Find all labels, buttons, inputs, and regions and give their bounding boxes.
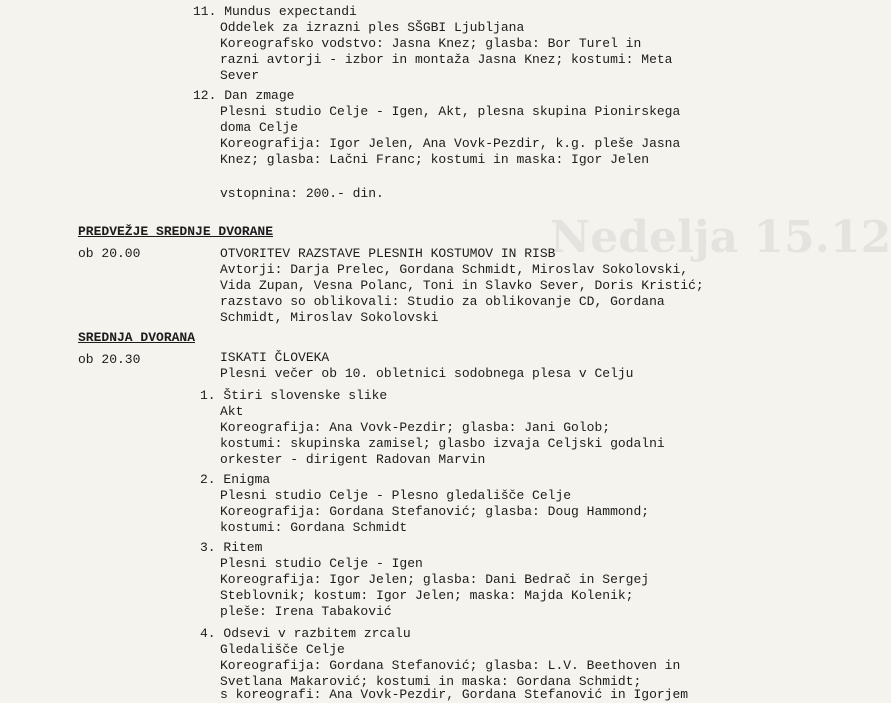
exhibition-title: OTVORITEV RAZSTAVE PLESNIH KOSTUMOV IN RISB	[220, 246, 556, 261]
evening-title: ISKATI ČLOVEKA	[220, 350, 330, 365]
piece-2-credits-1: Koreografija: Gordana Stefanović; glasba: Doug Hammond;	[220, 504, 650, 519]
exhibition-design-2: Schmidt, Miroslav Sokolovski	[220, 310, 439, 325]
time-20-30: ob 20.30	[78, 352, 141, 367]
section-heading-middle-hall: SREDNJA DVORANA	[78, 330, 196, 345]
piece-3-group: Plesni studio Celje - Igen	[220, 556, 423, 571]
piece-3-title: 3. Ritem	[200, 540, 263, 555]
bleed-through-watermark: Nedelja 15.12	[550, 212, 891, 263]
piece-4-group: Gledališče Celje	[220, 642, 345, 657]
section-heading-foyer: PREDVEŽJE SREDNJE DVORANE	[78, 224, 274, 239]
item-11-credits-3: Sever	[220, 68, 260, 83]
piece-4-credits-3: s koreografi: Ana Vovk-Pezdir, Gordana Stefanović in Igorjem	[220, 687, 689, 702]
piece-2-title: 2. Enigma	[200, 472, 271, 487]
piece-4-credits-2: Svetlana Makarović; kostumi in maska: Gordana Schmidt;	[220, 674, 642, 689]
exhibition-authors-1: Avtorji: Darja Prelec, Gordana Schmidt, Miroslav Sokolovski,	[220, 262, 689, 277]
piece-1-credits-2: kostumi: skupinska zamisel; glasbo izvaja Celjski godalni	[220, 436, 665, 451]
item-12-credits-1: Koreografija: Igor Jelen, Ana Vovk-Pezdir, k.g. pleše Jasna	[220, 136, 681, 151]
item-11-credits-2: razni avtorji - izbor in montaža Jasna Knez; kostumi: Meta	[220, 52, 673, 67]
evening-subtitle: Plesni večer ob 10. obletnici sodobnega plesa v Celju	[220, 366, 634, 381]
item-12-group-1: Plesni studio Celje - Igen, Akt, plesna skupina Pionirskega	[220, 104, 681, 119]
piece-1-group: Akt	[220, 404, 244, 419]
piece-4-title: 4. Odsevi v razbitem zrcalu	[200, 626, 411, 641]
piece-2-group: Plesni studio Celje - Plesno gledališče Celje	[220, 488, 572, 503]
piece-3-credits-1: Koreografija: Igor Jelen; glasba: Dani Bedrač in Sergej	[220, 572, 650, 587]
item-11-group: Oddelek za izrazni ples SŠGBI Ljubljana	[220, 20, 525, 35]
item-12-title: 12. Dan zmage	[193, 88, 295, 103]
item-11-credits-1: Koreografsko vodstvo: Jasna Knez; glasba: Bor Turel in	[220, 36, 642, 51]
time-20-00: ob 20.00	[78, 246, 141, 261]
piece-4-credits-1: Koreografija: Gordana Stefanović; glasba: L.V. Beethoven in	[220, 658, 681, 673]
item-12-group-2: doma Celje	[220, 120, 299, 135]
admission-price: vstopnina: 200.- din.	[220, 186, 384, 201]
exhibition-authors-2: Vida Zupan, Vesna Polanc, Toni in Slavko Sever, Doris Kristić;	[220, 278, 704, 293]
exhibition-design-1: razstavo so oblikovali: Studio za oblikovanje CD, Gordana	[220, 294, 665, 309]
item-12-credits-2: Knez; glasba: Lačni Franc; kostumi in maska: Igor Jelen	[220, 152, 650, 167]
piece-1-credits-3: orkester - dirigent Radovan Marvin	[220, 452, 486, 467]
piece-3-credits-2: Steblovnik; kostum: Igor Jelen; maska: Majda Kolenik;	[220, 588, 634, 603]
piece-1-credits-1: Koreografija: Ana Vovk-Pezdir; glasba: Jani Golob;	[220, 420, 611, 435]
piece-3-credits-3: pleše: Irena Tabaković	[220, 604, 392, 619]
item-11-title: 11. Mundus expectandi	[193, 4, 357, 19]
piece-1-title: 1. Štiri slovenske slike	[200, 388, 388, 403]
piece-2-credits-2: kostumi: Gordana Schmidt	[220, 520, 408, 535]
